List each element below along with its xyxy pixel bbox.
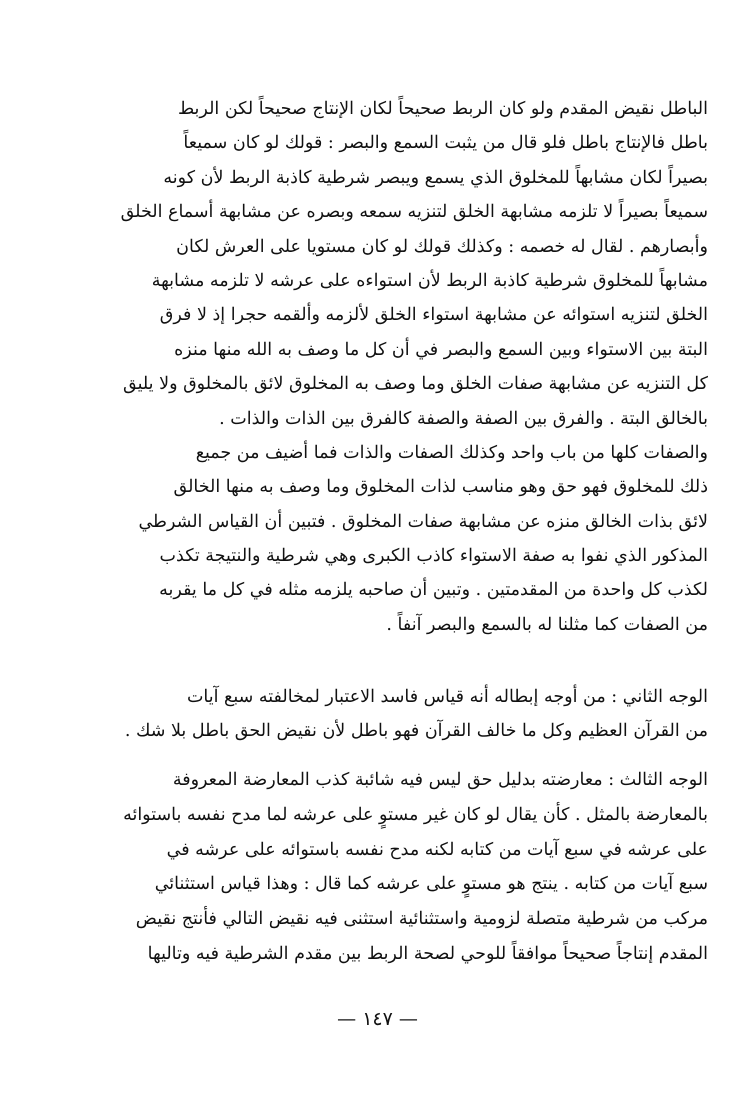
- text-line: الوجه الثالث : معارضته بدليل حق ليس فيه شائبة كذب المعارضة المعروفة: [172, 770, 708, 790]
- text-line: البتة بين الاستواء وبين السمع والبصر في أن كل ما وصف به الله منها منزه: [174, 339, 708, 360]
- text-line: بالمعارضة بالمثل . كأن يقال لو كان غير مستوٍ على عرشه لما مدح نفسه باستوائه: [123, 804, 708, 825]
- paragraph-second-aspect: [88, 680, 708, 749]
- page-number: — ١٤٧ —: [337, 1008, 418, 1030]
- text-line: المذكور الذي نفوا به صفة الاستواء كاذب الكبرى وهي شرطية والنتيجة تكذب: [159, 546, 708, 567]
- text-line: ذلك للمخلوق فهو حق وهو مناسب لذات المخلوق وما وصف به منها الخالق: [173, 477, 708, 498]
- text-line: مركب من شرطية متصلة لزومية واستثنائية استثنى فيه نقيض التالي فأنتج نقيض: [135, 909, 708, 930]
- text-line: سميعاً بصيراً لا تلزمه مشابهة الخلق لتنزيه سمعه وبصره عن مشابهة أسماع الخلق: [120, 202, 708, 223]
- text-line: المقدم إنتاجاً صحيحاً موافقاً للوحي لصحة الربط بين مقدم الشرطية فيه وتاليها: [147, 943, 708, 964]
- text-line: لكذب كل واحدة من المقدمتين . وتبين أن صاحبه يلزمه مثله في كل ما يقربه: [159, 580, 708, 601]
- text-line: بصيراً لكان مشابهاً للمخلوق الذي يسمع ويبصر شرطية كاذبة الربط لأن كونه: [163, 167, 708, 188]
- text-line: الخلق لتنزيه استوائه عن مشابهة استواء الخلق لألزمه وألقمه حجرا إذ لا فرق: [159, 305, 708, 326]
- text-line: بالخالق البتة . والفرق بين الصفة والصفة كالفرق بين الذات والذات .: [219, 408, 708, 429]
- text-line: والصفات كلها من باب واحد وكذلك الصفات والذات فما أضيف من جميع: [195, 442, 708, 463]
- text-line: من القرآن العظيم وكل ما خالف القرآن فهو باطل لأن نقيض الحق باطل بلا شك .: [124, 721, 708, 742]
- paragraph-main: [88, 92, 708, 642]
- text-line: كل التنزيه عن مشابهة صفات الخلق وما وصف به المخلوق لائق بالمخلوق ولا يليق: [123, 374, 708, 395]
- text-line: باطل فالإنتاج باطل فلو قال من يثبت السمع والبصر : قولك لو كان سميعاً: [183, 133, 708, 154]
- text-line: سبع آيات من كتابه . ينتج هو مستوٍ على عرشه كما قال : وهذا قياس استثنائي: [154, 874, 708, 895]
- text-line: الوجه الثاني : من أوجه إبطاله أنه قياس فاسد الاعتبار لمخالفته سبع آيات: [186, 687, 708, 707]
- text-line: الباطل نقيض المقدم ولو كان الربط صحيحاً لكان الإنتاج صحيحاً لكن الربط: [177, 99, 708, 119]
- paragraph-third-aspect: [88, 763, 708, 972]
- text-line: لائق بذات الخالق منزه عن مشابهة صفات المخلوق . فتبين أن القياس الشرطي: [138, 511, 708, 532]
- text-line: وأبصارهم . لقال له خصمه : وكذلك قولك لو كان مستويا على العرش لكان: [176, 236, 708, 257]
- text-line: مشابهاً للمخلوق شرطية كاذبة الربط لأن استواءه على عرشه لا تلزمه مشابهة: [151, 270, 708, 291]
- text-line: على عرشه في سبع آيات من كتابه لكنه مدح نفسه باستوائه على عرشه في: [166, 839, 708, 860]
- text-line: من الصفات كما مثلنا له بالسمع والبصر آنفاً .: [386, 614, 708, 635]
